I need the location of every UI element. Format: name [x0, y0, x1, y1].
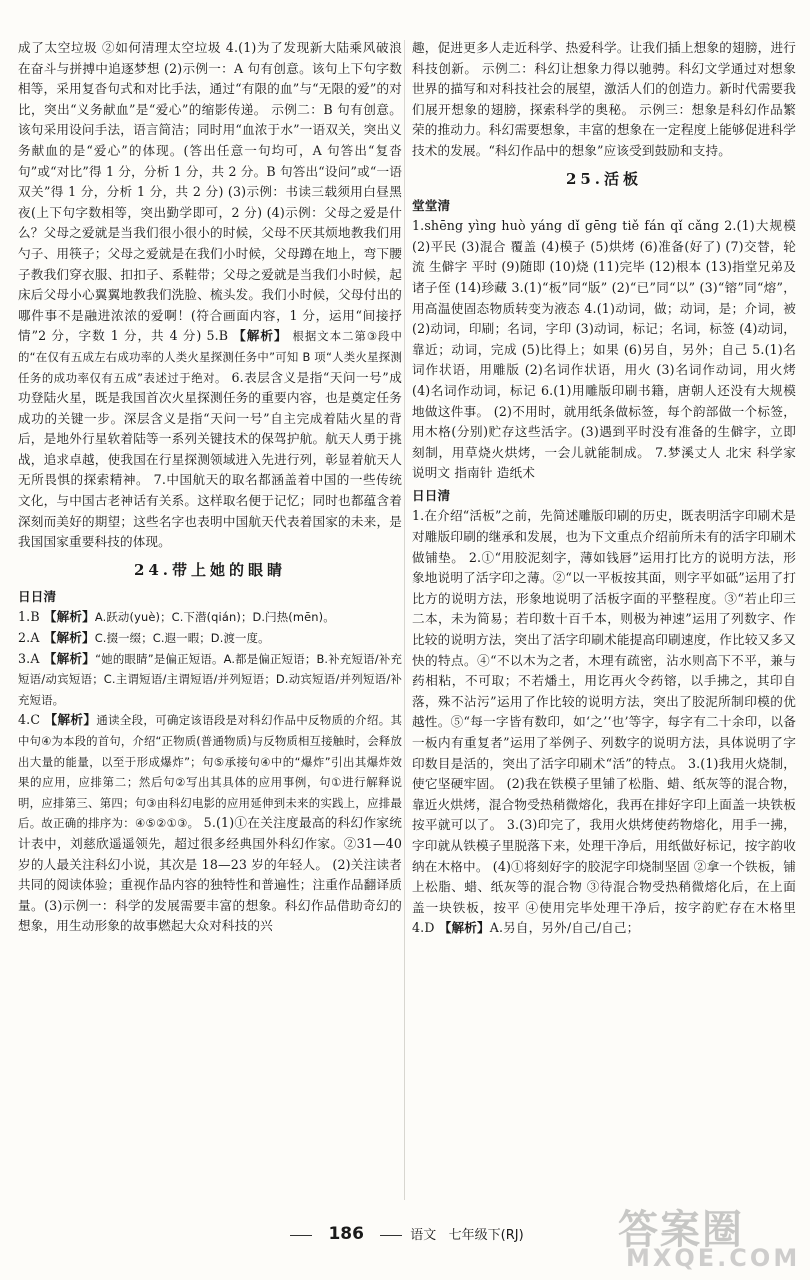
column-divider: [404, 40, 405, 1200]
subject-label: 语文: [410, 1228, 437, 1243]
section-heading: 日日清: [18, 588, 57, 604]
analysis-text: A.另自，另外/自己/自己；: [489, 920, 640, 936]
footer-rule: [290, 1235, 312, 1236]
left-column: [18, 38, 402, 1203]
answer-text: 5.(1)①在关注度最高的科幻作家统计表中，刘慈欣遥遥领先，超过很多经典国外科幻作家。②31—40 岁的人最关注科幻小说，其次是 18—23 岁的年轻人。 (2)关注读者共同的阅读体验；重视作品内容的独特性和普遍性；注重作品翻译质量。(3)示例一：科学的发展需要丰富的想象。科幻作品借助奇幻的想象，用生动形象的故事燃起大众对科技的兴: [18, 815, 402, 934]
analysis-text: 根据文本二第③段中的“在仅有五成左右成功率的人类火星探测任务中”可知 B 项“人类火星探测任务的成功率仅有五成”表述过于绝对。: [18, 329, 402, 385]
question-answer: [18, 710, 402, 937]
section-heading: 堂堂清: [412, 197, 451, 213]
analysis-text: “她的眼睛”是偏正短语。A.都是偏正短语；B.补充短语/补充短语/动宾短语；C.主谓短语/主谓短语/并列短语；D.动宾短语/并列短语/补充短语。: [18, 651, 402, 707]
answer-key: 4.C: [18, 712, 41, 728]
page-number: 186: [328, 1224, 364, 1244]
watermark-text: 答案圈: [618, 1207, 744, 1253]
analysis-label: 【解析】: [233, 328, 288, 344]
question-answer: [18, 649, 402, 711]
answer-key: 1.B: [18, 609, 40, 625]
analysis-label: 【解析】: [43, 609, 95, 625]
analysis-text: C.掇一缀；C.遐一暇；D.渡一度。: [94, 631, 270, 646]
paragraph: [412, 216, 796, 484]
answer-text: 6.表层含义是指“天问一号”成功登陆火星，既是我国首次火星探测任务的重要内容，也是奠定任务成功的关键一步。深层含义是指“天问一号”自主完成着陆火星的背后，是地外行星软着陆等一系列关键技术的保驾护航。航天人勇于挑战，追求卓越，使我国在行星探测领域进入先进行列，彰显着航天人无所畏惧的探索精神。 7.中国航天的取名都涵盖着中国的一些传统文化，与中国古老神话有关系。这样取名便于记忆；同时也都蕴含着深刻而美好的期望；这些名字也表明中国航天代表着国家的未来，是我国国家重要科技的体现。: [18, 369, 402, 550]
paragraph: [412, 38, 796, 162]
answer-text: 1.在介绍“活板”之前，先简述雕版印刷的历史，既表明活字印刷术是对雕版印刷的继承和发展，也为下文重点介绍前所未有的活字印刷术做铺垫。 2.①“用胶泥刻字，薄如钱唇”运用打比方的说明方法，形象地说明了活字印之薄。②“以一平板按其面，则字平如砥”运用了打比方的说明方法，形象地说明了活板字面的平整程度。③“若止印三二本，未为简易；若印数十百千本，则极为神速”运用了列数字、作比较的说明方法，突出了活字印刷术能提高印刷速度，作比较又多又快的特点。④“不以木为之者，木理有疏密，沾水则高下不平，兼与药相粘，不可取；不若燔土，用讫再火令药镕，以手拂之，其印自落，殊不沾污”运用了作比较的说明方法，突出了胶泥所制印模的优越性。⑤“每一字皆有数印，如‘之’‘也’等字，每字有二十余印，以备一板内有重复者”运用了举例子、列数字的说明方法，具体说明了字印数目是活的，突出了活字印刷术“活”的特点。 3.(1)我用火烧制，使它坚硬牢固。 (2)我在铁模子里铺了松脂、蜡、纸灰等的混合物，靠近火烘烤，混合物受热稍微熔化，我再在排好字印上面盖一块铁板按平就可以了。 3.(3)印完了，我用火烘烤使药物熔化，用手一拂，字印就从铁模子里脱落下来，处理干净后，用纸做好标记，按字韵收纳在木格中。 (4)①将刻好字的胶泥字印烧制坚固 ②拿一个铁板，铺上松脂、蜡、纸灰等的混合物 ③待混合物受热稍微熔化后，在上面盖一块铁板，按平 ④使用完毕处理干净后，按字韵贮存在木格里 4.D: [412, 508, 796, 936]
analysis-label: 【解析】: [438, 920, 490, 936]
analysis-text: A.跃动(yuè)；C.下潜(qián)；D.闩热(mēn)。: [94, 610, 335, 625]
question-answer: [18, 607, 402, 628]
paragraph: [412, 506, 796, 938]
lesson-title: 24.带上她的眼睛: [133, 560, 287, 579]
watermark-logo: [618, 1198, 801, 1274]
right-column: [412, 38, 796, 1203]
question-answer: [18, 628, 402, 649]
paragraph: [18, 38, 402, 553]
answer-text: 趣，促进更多人走近科学、热爱科学。让我们插上想象的翅膀，进行科技创新。 示例二：科幻让想象力得以驰骋。科幻文学通过对想象世界的描写和对科技社会的展望，激活人们的创造力。新时代需要我们展开想象的翅膀，探索科学的奥秘。 示例三：想象是科幻作品繁荣的推动力。科幻需要想象，丰富的想象在一定程度上能够促进科学技术的发展。“科幻作品中的想象”应该受到鼓励和支持。: [412, 40, 796, 158]
footer-rule: [380, 1235, 402, 1236]
watermark-url: MXQE.COM: [626, 1244, 801, 1272]
grade-label: 七年级下(RJ): [448, 1228, 524, 1243]
analysis-label: 【解析】: [43, 650, 96, 666]
answer-text: 1.shēng yìng huò yáng dǐ gēng tiě fán qǐ cǎng 2.(1)大规模 (2)平民 (3)混合 覆盖 (4)模子 (5)烘烤 (6)准备(好了) (7)交替，轮流 生僻字 平时 (9)随即 (10)烧 (11)完毕 (12)根本 (13)指堂兄弟及诸子侄 (14)珍藏 3.(1)“板”同“版” (2)“已”同“以” (3)“镕”同“熔”，用高温使固态物质转变为液态 4.(1)动词，做；动词，是；介词，被 (2)动词，印刷；名词，字印 (3)动词，标记；名词，标签 (4)动词，靠近；动词，完成 (5)比得上；如果 (6)另自，另外；自己 5.(1)名词作状语，用雕版 (2)名词作状语，用火 (3)名词作动词，用火烤 (4)名词作动词，标记 6.(1)用雕版印刷书籍，唐朝人还没有大规模地做这件事。 (2)不用时，就用纸条做标签，每个韵部做一个标签，用木格(分别)贮存这些活字。(3)遇到平时没有准备的生僻字，立即刻制，用草烧火烘烤，一会儿就能制成。 7.梦溪丈人 北宋 科学家 说明文 指南针 造纸术: [412, 218, 796, 481]
lesson-title: 25.活板: [565, 169, 643, 188]
answer-key: 3.A: [18, 650, 40, 666]
answer-key: 2.A: [18, 630, 40, 646]
analysis-label: 【解析】: [44, 712, 97, 728]
answer-text: 成了太空垃圾 ②如何清理太空垃圾 4.(1)为了发现新大陆乘风破浪 在奋斗与拼搏中追逐梦想 (2)示例一：A 句有创意。该句上下句字数相等，采用复沓句式和对比手法，通过“有限的血”与“无限的爱”的对比，突出“义务献血”是“爱心”的缩影传递。 示例二：B 句有创意。该句采用设问手法，语言简洁；同时用“血浓于水”一语双关，突出义务献血的是“爱心”的体现。(答出任意一句均可，A 句答出“复沓句”或“对比”得 1 分，分析 1 分，共 2 分。B 句答出“设问”或“一语双关”得 1 分，分析 1 分，共 2 分) (3)示例：书读三载须用白昼黑夜(上下句字数相等，突出勤学即可，2 分) (4)示例：父母之爱是什么？父母之爱就是当我们很小很小的时候，父母不厌其烦地教我们用勺子、用筷子；父母之爱就是在我们小时候，父母蹲在地上，弯下腰子教我们穿衣服、扣扣子、系鞋带；父母之爱就是当我们小时候，起床后父母小心翼翼地教我们洗脸、梳头发。我们小时候，父母付出的哪件事不是融进浓浓的爱啊！(符合画面内容，1 分，运用“间接抒情”2 分，字数 1 分，共 4 分) 5.B: [18, 40, 402, 344]
analysis-text: 通读全段，可确定该语段是对科幻作品中反物质的介绍。其中句④为本段的首句，介绍“正物质(普通物质)与反物质相互接触时，会释放出大量的能量，以至于形成爆炸”；句⑤承接句④中的“爆炸”引出其爆炸效果的应用，应排第二；然后句②写出其具体的应用事例，句①进行解释说明，应排第三、第四；句③由科幻电影的应用延伸到未来的实践上，应排最后。故正确的排序为：④⑤②①③。: [18, 713, 402, 831]
section-heading: 日日清: [412, 487, 451, 503]
analysis-label: 【解析】: [43, 630, 95, 646]
